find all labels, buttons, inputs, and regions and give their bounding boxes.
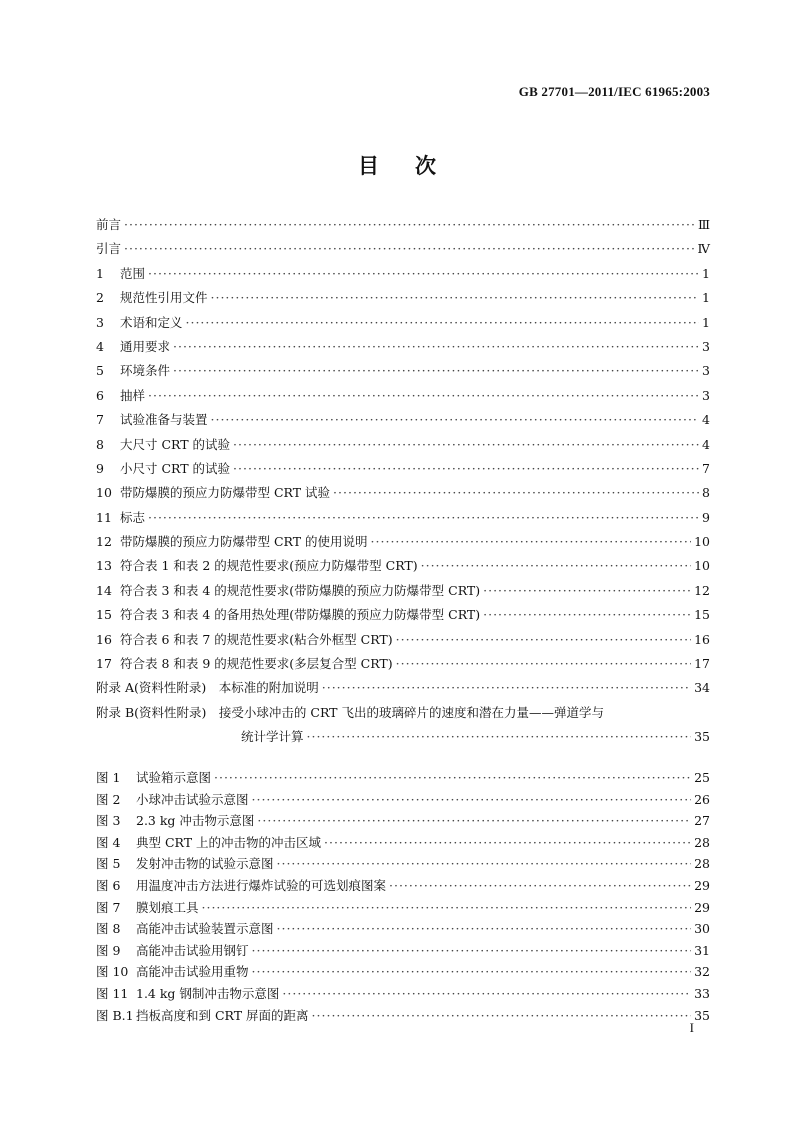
toc-entry-page: 31 [694, 942, 710, 958]
toc-entry-label [96, 983, 279, 1005]
toc-entry-title: 环境条件 [120, 363, 171, 379]
toc-entry-title: 符合表 3 和表 4 的备用热处理(带防爆膜的预应力防爆带型 CRT) [120, 607, 481, 623]
dot-leader [148, 262, 699, 286]
toc-entry-label [96, 457, 230, 481]
toc-entry-number: 16 [96, 631, 112, 647]
toc-entry-title: 符合表 8 和表 9 的规范性要求(多层复合型 CRT) [120, 656, 393, 672]
toc-entry-number: 4 [96, 338, 104, 354]
toc-entry-title: 试验准备与装置 [120, 412, 208, 428]
toc-entry-title-cont: 统计学计算 [241, 729, 304, 745]
toc-entry-label [96, 652, 393, 676]
toc-entry-title: 发射冲击物的试验示意图 [136, 856, 274, 872]
toc-entry[interactable] [96, 335, 710, 359]
toc-entry[interactable] [96, 897, 710, 919]
toc-entry-number: 3 [96, 314, 104, 330]
toc-entry-page: 26 [694, 791, 710, 807]
table-of-contents [96, 213, 710, 750]
toc-entry-number: 14 [96, 582, 112, 598]
toc-entry-number: 11 [96, 509, 112, 525]
dot-leader [202, 897, 692, 919]
toc-entry-label [96, 213, 121, 237]
toc-entry[interactable] [96, 940, 710, 962]
toc-entry-page: 9 [702, 509, 710, 525]
dot-leader [371, 530, 692, 554]
toc-entry-number: 图 4 [96, 834, 121, 850]
toc-entry-label [96, 875, 386, 897]
toc-entry-title: 带防爆膜的预应力防爆带型 CRT 的使用说明 [120, 534, 368, 550]
dot-leader [252, 940, 692, 962]
toc-entry-page: 8 [702, 485, 710, 501]
toc-entry-title: 带防爆膜的预应力防爆带型 CRT 试验 [120, 485, 331, 501]
dot-leader [389, 875, 691, 897]
toc-entry-page: 30 [694, 921, 710, 937]
toc-entry-title: 标志 [120, 509, 146, 525]
toc-entry-number: 13 [96, 558, 112, 574]
toc-entry[interactable] [96, 579, 710, 603]
dot-leader [211, 408, 700, 432]
toc-entry-label [96, 554, 418, 578]
toc-entry-title: 高能冲击试验用重物 [136, 964, 249, 980]
toc-entry-label [96, 897, 199, 919]
toc-entry-label [96, 789, 249, 811]
toc-entry[interactable] [96, 408, 710, 432]
toc-entry-number: 图 11 [96, 985, 129, 1001]
toc-entry-label [96, 767, 211, 789]
toc-entry[interactable] [96, 789, 710, 811]
toc-entry-page: 3 [702, 338, 710, 354]
toc-entry-page: 12 [694, 582, 710, 598]
toc-entry-page: 10 [694, 558, 710, 574]
toc-entry-number: 图 7 [96, 899, 121, 915]
toc-entry-page: 1 [702, 265, 710, 281]
toc-entry-page: 29 [694, 877, 710, 893]
toc-entry-title: 挡板高度和到 CRT 屏面的距离 [136, 1007, 309, 1023]
toc-entry[interactable] [96, 628, 710, 652]
dot-leader [396, 628, 691, 652]
toc-entry-number: 9 [96, 460, 104, 476]
toc-entry[interactable] [96, 237, 710, 261]
toc-entry-title: 附录 B(资料性附录) 接受小球冲击的 CRT 飞出的玻璃碎片的速度和潜在力量——弹道学与 [96, 704, 604, 720]
toc-entry[interactable] [96, 457, 710, 481]
toc-entry-title: 高能冲击试验用钢钉 [136, 942, 249, 958]
toc-entry-page: 1 [702, 314, 710, 330]
toc-entry-title: 附录 A(资料性附录) 本标准的附加说明 [96, 680, 319, 696]
toc-entry[interactable] [96, 832, 710, 854]
toc-entry[interactable] [96, 530, 710, 554]
toc-entry-number: 图 B.1 [96, 1007, 134, 1023]
dot-leader [148, 384, 699, 408]
toc-entry-label [96, 853, 274, 875]
toc-entry-number: 1 [96, 265, 104, 281]
toc-entry-page: 17 [694, 656, 710, 672]
toc-entry-title: 高能冲击试验装置示意图 [136, 921, 274, 937]
toc-entry[interactable] [96, 853, 710, 875]
toc-entry[interactable] [96, 983, 710, 1005]
toc-entry-page: 15 [694, 607, 710, 623]
toc-entry[interactable] [96, 554, 710, 578]
toc-entry-page: 3 [702, 387, 710, 403]
toc-entry-label [96, 481, 330, 505]
dot-leader [483, 603, 691, 627]
toc-entry-number: 17 [96, 656, 112, 672]
toc-entry-number: 10 [96, 485, 112, 501]
toc-entry-page: 4 [702, 436, 710, 452]
toc-entry-appendix-b-cont[interactable] [96, 725, 710, 749]
dot-leader [396, 652, 691, 676]
toc-entry[interactable] [96, 918, 710, 940]
toc-entry-page: 28 [694, 834, 710, 850]
toc-entry-title: 2.3 kg 冲击物示意图 [136, 813, 255, 829]
dot-leader [282, 983, 691, 1005]
dot-leader [233, 457, 699, 481]
toc-entry-number: 6 [96, 387, 104, 403]
toc-entry-label [96, 628, 393, 652]
toc-entry-label [96, 384, 145, 408]
toc-entry-label [96, 408, 208, 432]
toc-entry-label [96, 940, 249, 962]
toc-entry-label [96, 237, 121, 261]
toc-entry-label [96, 961, 249, 983]
toc-entry-label [96, 530, 368, 554]
toc-entry-number: 图 9 [96, 942, 121, 958]
toc-entry[interactable] [96, 676, 710, 700]
toc-entry-title: 小尺寸 CRT 的试验 [120, 460, 231, 476]
dot-leader [324, 832, 691, 854]
toc-entry-title: 通用要求 [120, 338, 171, 354]
toc-entry-title: 1.4 kg 钢制冲击物示意图 [136, 985, 280, 1001]
toc-entry[interactable] [96, 506, 710, 530]
toc-entry-title: 符合表 3 和表 4 的规范性要求(带防爆膜的预应力防爆带型 CRT) [120, 582, 481, 598]
dot-leader [257, 810, 691, 832]
dot-leader [124, 237, 694, 261]
toc-entry-number: 图 6 [96, 877, 121, 893]
page-number: I [689, 1020, 694, 1035]
toc-entry[interactable] [96, 384, 710, 408]
toc-entry-number: 2 [96, 290, 104, 306]
dot-leader [214, 767, 691, 789]
toc-entry-page: 29 [694, 899, 710, 915]
toc-entry-label [96, 311, 183, 335]
toc-entry-page: 4 [702, 412, 710, 428]
toc-entry-page: 7 [702, 460, 710, 476]
toc-entry-number: 8 [96, 436, 104, 452]
toc-entry-title: 引言 [96, 241, 122, 257]
toc-entry-title: 范围 [120, 265, 146, 281]
dot-leader [333, 481, 699, 505]
dot-leader [173, 335, 699, 359]
toc-entry[interactable] [96, 603, 710, 627]
toc-entry-page: 34 [694, 680, 710, 696]
toc-entry[interactable] [96, 875, 710, 897]
toc-entry-appendix-b[interactable] [96, 701, 710, 725]
toc-entry[interactable] [96, 433, 710, 457]
dot-leader [312, 1005, 692, 1027]
toc-entry-page: 35 [694, 729, 710, 745]
toc-entry[interactable] [96, 311, 710, 335]
toc-entry-page: 28 [694, 856, 710, 872]
toc-entry[interactable] [96, 359, 710, 383]
toc-entry-number: 图 3 [96, 813, 121, 829]
page-title [0, 150, 794, 180]
toc-entry-title: 术语和定义 [120, 314, 183, 330]
dot-leader [277, 918, 692, 940]
toc-entry-page: 25 [694, 770, 710, 785]
toc-entry[interactable] [96, 961, 710, 983]
toc-entry[interactable] [96, 213, 710, 237]
toc-entry-label [96, 579, 480, 603]
toc-entry-label [96, 286, 208, 310]
toc-entry-number: 图 8 [96, 921, 121, 937]
toc-entry[interactable] [96, 1005, 710, 1027]
toc-entry-page: Ⅲ [697, 217, 710, 232]
toc-entry-page: 33 [694, 985, 710, 1001]
toc-entry-page: 27 [694, 813, 710, 829]
dot-leader [322, 676, 691, 700]
toc-entry-number: 5 [96, 363, 104, 379]
toc-entry-number: 图 5 [96, 856, 121, 872]
toc-entry-title: 小球冲击试验示意图 [136, 791, 249, 807]
toc-entry[interactable] [96, 481, 710, 505]
toc-entry[interactable] [96, 767, 710, 789]
toc-entry-page: 10 [694, 534, 710, 550]
toc-entry-page: Ⅳ [697, 241, 710, 257]
toc-entry-title: 试验箱示意图 [136, 770, 212, 785]
toc-entry-page: 3 [702, 363, 710, 379]
toc-entry-number: 图 2 [96, 791, 121, 807]
dot-leader [252, 789, 692, 811]
toc-entry-title: 符合表 1 和表 2 的规范性要求(预应力防爆带型 CRT) [120, 558, 418, 574]
toc-entry-label [96, 810, 254, 832]
dot-leader [211, 286, 700, 310]
dot-leader [124, 213, 695, 237]
toc-entry-title: 膜划痕工具 [136, 899, 199, 915]
toc-entry[interactable] [96, 286, 710, 310]
toc-entry-title: 抽样 [120, 387, 146, 403]
dot-leader [173, 359, 699, 383]
toc-entry-title: 前言 [96, 217, 122, 232]
toc-entry-label [96, 335, 170, 359]
toc-entry[interactable] [96, 652, 710, 676]
toc-entry-page: 1 [702, 290, 710, 306]
toc-entry-number: 15 [96, 607, 112, 623]
title-char-2: 次 [415, 154, 436, 178]
toc-entry-label [96, 359, 170, 383]
toc-entry-title: 大尺寸 CRT 的试验 [120, 436, 231, 452]
toc-entry-title: 符合表 6 和表 7 的规范性要求(粘合外框型 CRT) [120, 631, 393, 647]
dot-leader [252, 961, 692, 983]
toc-entry[interactable] [96, 262, 710, 286]
toc-entry-number: 图 10 [96, 964, 129, 980]
toc-entry-title: 典型 CRT 上的冲击物的冲击区域 [136, 834, 322, 850]
toc-entry-number: 7 [96, 412, 104, 428]
toc-entry-title: 用温度冲击方法进行爆炸试验的可选划痕图案 [136, 877, 387, 893]
toc-entry-label [96, 603, 480, 627]
toc-entry-label [96, 506, 145, 530]
dot-leader [421, 554, 691, 578]
toc-entry-page: 16 [694, 631, 710, 647]
dot-leader [186, 311, 700, 335]
toc-entry-number: 12 [96, 534, 112, 550]
figure-list [96, 767, 710, 1026]
dot-leader [233, 433, 699, 457]
toc-entry-page: 32 [694, 964, 710, 980]
dot-leader [307, 725, 692, 749]
dot-leader [148, 506, 699, 530]
title-char-1: 目 [358, 154, 379, 178]
toc-entry-page: 35 [694, 1007, 710, 1023]
toc-entry-label [96, 1005, 309, 1027]
dot-leader [277, 853, 692, 875]
toc-entry-title: 规范性引用文件 [120, 290, 208, 306]
toc-entry-label [96, 262, 145, 286]
toc-entry-label [96, 918, 274, 940]
toc-entry-label [96, 433, 230, 457]
toc-entry-label [96, 676, 319, 700]
toc-entry-number: 图 1 [96, 770, 121, 785]
toc-entry[interactable] [96, 810, 710, 832]
standard-code: GB 27701—2011/IEC 61965:2003 [518, 84, 710, 99]
dot-leader [483, 579, 691, 603]
toc-entry-label [96, 832, 321, 854]
